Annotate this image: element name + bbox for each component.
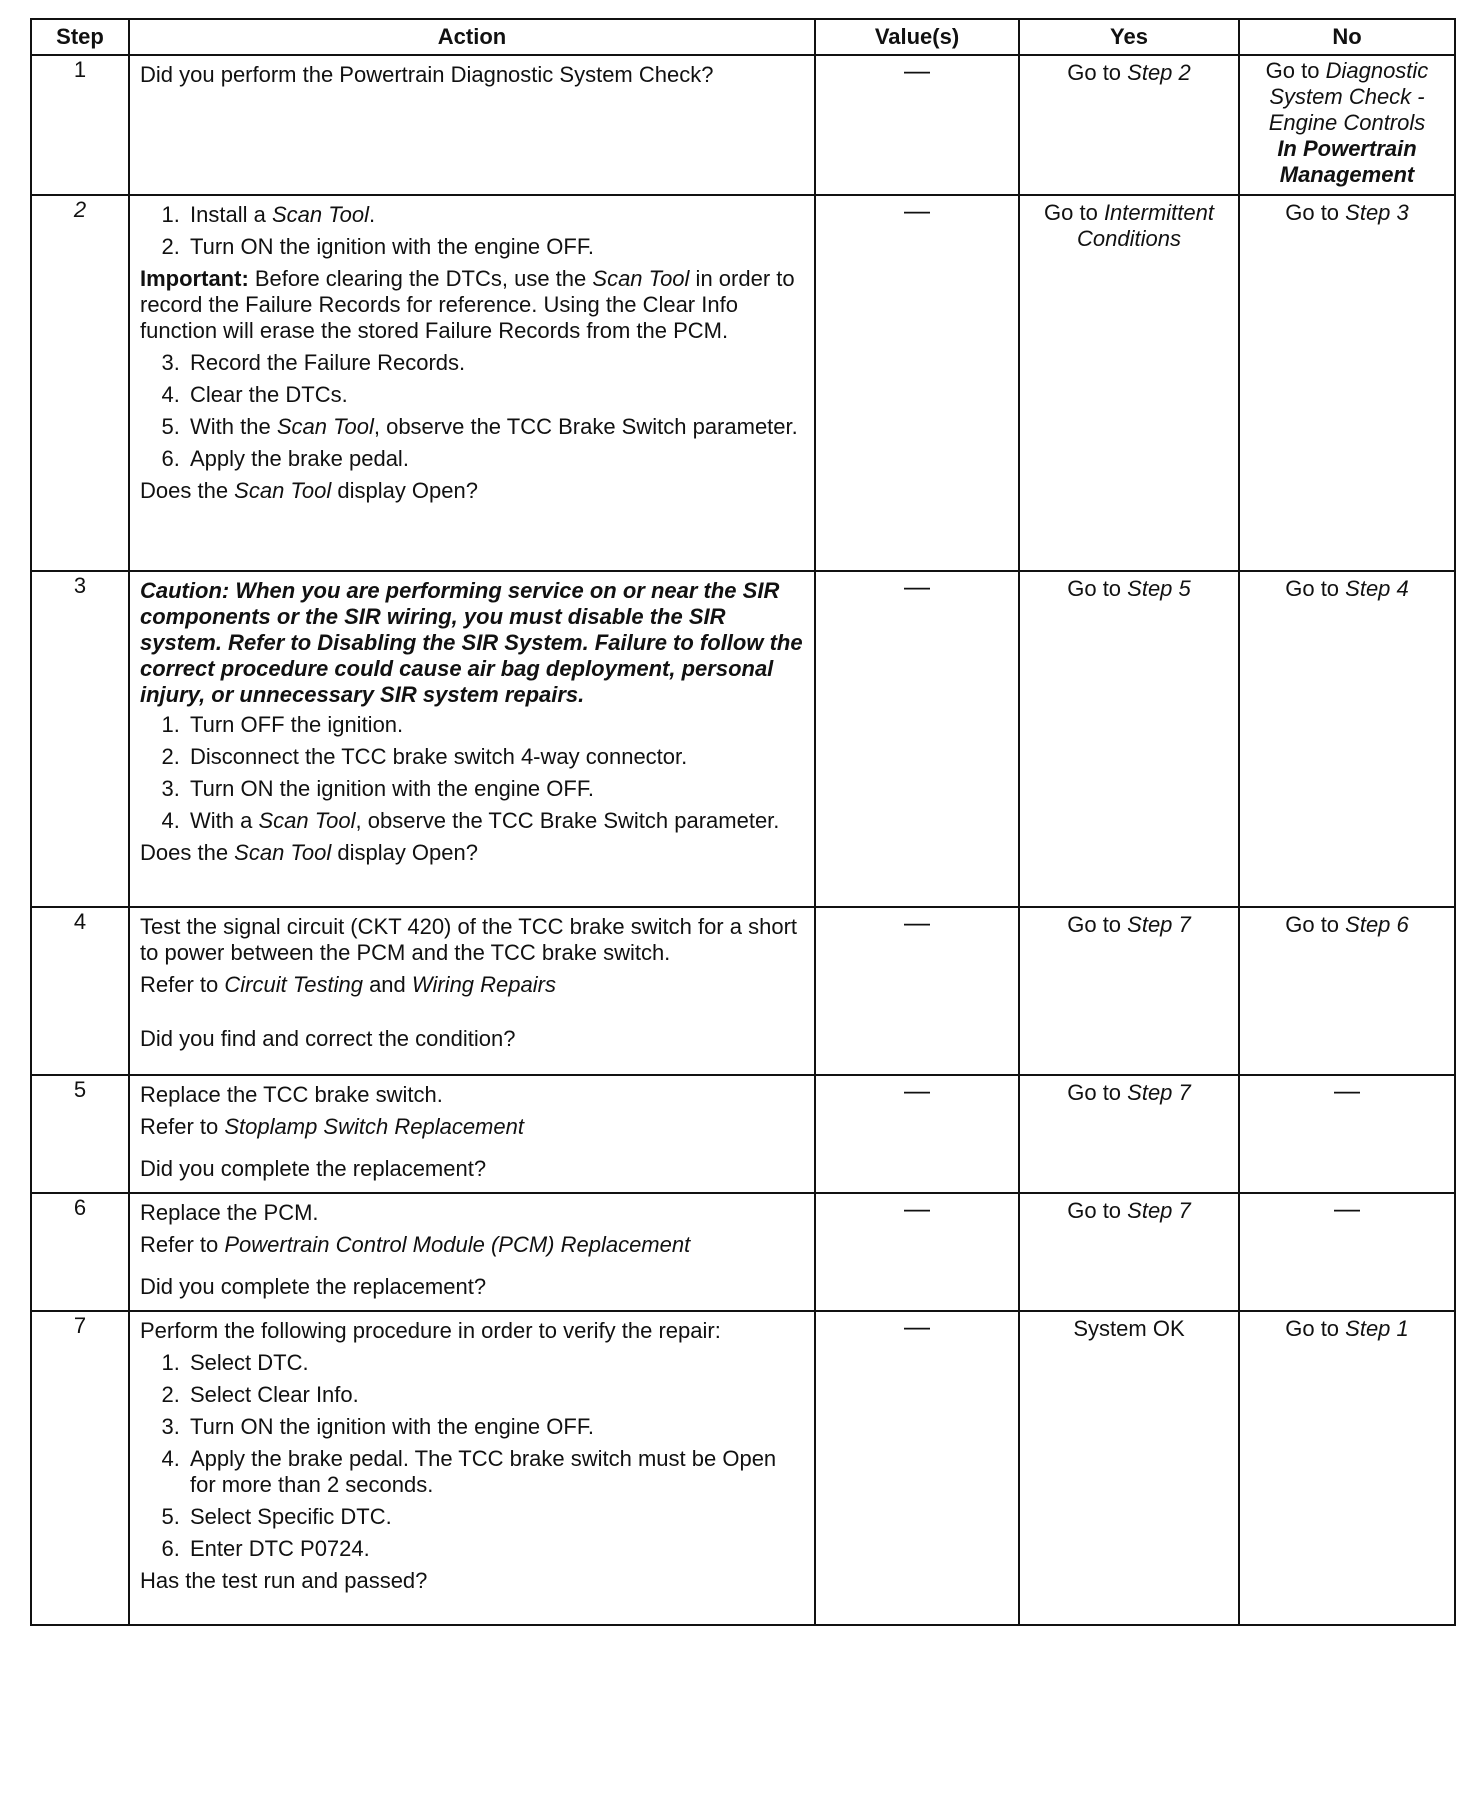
table-row: [31, 907, 1455, 1075]
scan-tool-link[interactable]: Scan Tool: [276, 414, 374, 439]
no-link[interactable]: Step 1: [1345, 1316, 1409, 1341]
no-cell: [1239, 907, 1455, 1075]
list-item: 4. With a Scan Tool, observe the TCC Brake Switch parameter.: [186, 808, 806, 834]
list-item: 5. With the Scan Tool, observe the TCC Brake Switch parameter.: [186, 414, 806, 440]
value-cell: —: [815, 1193, 1019, 1311]
step-list: [140, 350, 806, 472]
value-cell: —: [815, 1075, 1019, 1193]
table-row: [31, 1193, 1455, 1311]
action-text: Test the signal circuit (CKT 420) of the TCC brake switch for a short to power between the PCM and the TCC brake switch.: [140, 914, 798, 965]
action-question: Does the Scan Tool display Open?: [140, 840, 478, 865]
action-cell: [129, 571, 815, 907]
value-cell: —: [815, 195, 1019, 571]
yes-cell: System OK: [1019, 1311, 1239, 1625]
list-item: 1. Turn OFF the ignition.: [186, 712, 806, 738]
action-question: Did you complete the replacement?: [140, 1156, 487, 1181]
no-cell: —: [1239, 1193, 1455, 1311]
no-prefix: Go to: [1265, 58, 1326, 83]
step-number: 5: [31, 1075, 129, 1193]
no-cell: [1239, 55, 1455, 195]
scan-tool-link[interactable]: Scan Tool: [271, 202, 369, 227]
header-values: Value(s): [815, 19, 1019, 55]
step-list: [140, 1350, 806, 1562]
action-cell: [129, 1075, 815, 1193]
no-cell: —: [1239, 1075, 1455, 1193]
important-note: Important: Before clearing the DTCs, use the Scan Tool in order to record the Failure Records for reference. Using the Clear Info function will erase the stored Failure Records from the PCM.: [140, 266, 795, 343]
yes-prefix: Go to: [1067, 1198, 1128, 1223]
list-item: 2. Select Clear Info.: [186, 1382, 806, 1408]
table-row: [31, 55, 1455, 195]
scan-tool-link[interactable]: Scan Tool: [234, 840, 332, 865]
action-cell: [129, 907, 815, 1075]
scan-tool-link[interactable]: Scan Tool: [258, 808, 356, 833]
list-item: 3. Turn ON the ignition with the engine OFF.: [186, 1414, 806, 1440]
caution-note: Caution: When you are performing service on or near the SIR components or the SIR wiring, you must disable the SIR system. Refer to Disabling the SIR System. Failure to follow the correct procedure could cause air bag deployment, personal injury, or unnecessary SIR system repairs.: [140, 578, 803, 707]
action-question: Did you find and correct the condition?: [140, 1026, 516, 1051]
yes-prefix: Go to: [1067, 576, 1128, 601]
yes-link[interactable]: Step 5: [1127, 576, 1191, 601]
step-number: 4: [31, 907, 129, 1075]
list-item: 2. Disconnect the TCC brake switch 4-way connector.: [186, 744, 806, 770]
list-item: 5. Select Specific DTC.: [186, 1504, 806, 1530]
yes-cell: [1019, 571, 1239, 907]
action-text: Replace the TCC brake switch.: [140, 1082, 443, 1107]
reference-line: Refer to Circuit Testing and Wiring Repairs: [140, 972, 556, 997]
yes-prefix: Go to: [1044, 200, 1104, 225]
no-link[interactable]: Step 6: [1345, 912, 1409, 937]
important-label: Important:: [140, 266, 249, 291]
yes-cell: [1019, 907, 1239, 1075]
action-question: Has the test run and passed?: [140, 1568, 428, 1593]
diagnostic-table: [30, 18, 1456, 1626]
value-cell: —: [815, 55, 1019, 195]
list-item: 4. Clear the DTCs.: [186, 382, 806, 408]
circuit-testing-link[interactable]: Circuit Testing: [224, 972, 363, 997]
list-item: 6. Apply the brake pedal.: [186, 446, 806, 472]
step-list: [140, 712, 806, 834]
no-prefix: Go to: [1285, 1316, 1346, 1341]
yes-link[interactable]: Step 7: [1127, 1080, 1191, 1105]
yes-link[interactable]: Intermittent Conditions: [1077, 200, 1214, 251]
step-number: 6: [31, 1193, 129, 1311]
no-link[interactable]: Diagnostic System Check - Engine Controls: [1268, 58, 1429, 135]
step-number: 2: [31, 195, 129, 571]
no-prefix: Go to: [1285, 576, 1346, 601]
table-row: [31, 1311, 1455, 1625]
no-cell: [1239, 195, 1455, 571]
table-row: [31, 1075, 1455, 1193]
yes-prefix: Go to: [1067, 1080, 1128, 1105]
yes-prefix: Go to: [1067, 912, 1128, 937]
reference-line: Refer to Stoplamp Switch Replacement: [140, 1114, 524, 1139]
header-action: Action: [129, 19, 815, 55]
action-text: Replace the PCM.: [140, 1200, 319, 1225]
pcm-replacement-link[interactable]: Powertrain Control Module (PCM) Replacement: [224, 1232, 691, 1257]
action-cell: [129, 195, 815, 571]
no-link[interactable]: Step 3: [1345, 200, 1409, 225]
step-number: 1: [31, 55, 129, 195]
step-list: [140, 202, 806, 260]
yes-cell: [1019, 55, 1239, 195]
yes-link[interactable]: Step 2: [1127, 60, 1191, 85]
value-cell: —: [815, 907, 1019, 1075]
list-item: 1. Install a Scan Tool.: [186, 202, 806, 228]
header-yes: Yes: [1019, 19, 1239, 55]
no-link-section[interactable]: In Powertrain Management: [1277, 136, 1417, 187]
table-row: [31, 571, 1455, 907]
list-item: 1. Select DTC.: [186, 1350, 806, 1376]
action-text: Perform the following procedure in order to verify the repair:: [140, 1318, 721, 1343]
action-cell: [129, 1311, 815, 1625]
header-no: No: [1239, 19, 1455, 55]
list-item: 6. Enter DTC P0724.: [186, 1536, 806, 1562]
no-prefix: Go to: [1285, 200, 1346, 225]
no-link[interactable]: Step 4: [1345, 576, 1409, 601]
action-question: Did you complete the replacement?: [140, 1274, 487, 1299]
step-number: 7: [31, 1311, 129, 1625]
no-prefix: Go to: [1285, 912, 1346, 937]
action-cell: [129, 55, 815, 195]
yes-cell: [1019, 1075, 1239, 1193]
list-item: 3. Record the Failure Records.: [186, 350, 806, 376]
reference-line: Refer to Powertrain Control Module (PCM) Replacement: [140, 1232, 691, 1257]
yes-prefix: Go to: [1067, 60, 1128, 85]
yes-link[interactable]: Step 7: [1127, 912, 1191, 937]
action-cell: [129, 1193, 815, 1311]
yes-link[interactable]: Step 7: [1127, 1198, 1191, 1223]
stoplamp-switch-replacement-link[interactable]: Stoplamp Switch Replacement: [224, 1114, 524, 1139]
list-item: 2. Turn ON the ignition with the engine OFF.: [186, 234, 806, 260]
list-item: 3. Turn ON the ignition with the engine OFF.: [186, 776, 806, 802]
action-question: Did you perform the Powertrain Diagnostic System Check?: [140, 62, 714, 87]
header-row: [31, 19, 1455, 55]
wiring-repairs-link[interactable]: Wiring Repairs: [411, 972, 556, 997]
action-question: Does the Scan Tool display Open?: [140, 478, 478, 503]
no-cell: [1239, 1311, 1455, 1625]
list-item: 4. Apply the brake pedal. The TCC brake switch must be Open for more than 2 seconds.: [186, 1446, 806, 1498]
value-cell: —: [815, 571, 1019, 907]
header-step: Step: [31, 19, 129, 55]
value-cell: —: [815, 1311, 1019, 1625]
yes-cell: [1019, 195, 1239, 571]
table-row: [31, 195, 1455, 571]
scan-tool-link[interactable]: Scan Tool: [592, 266, 690, 291]
yes-cell: [1019, 1193, 1239, 1311]
scan-tool-link[interactable]: Scan Tool: [234, 478, 332, 503]
no-cell: [1239, 571, 1455, 907]
step-number: 3: [31, 571, 129, 907]
